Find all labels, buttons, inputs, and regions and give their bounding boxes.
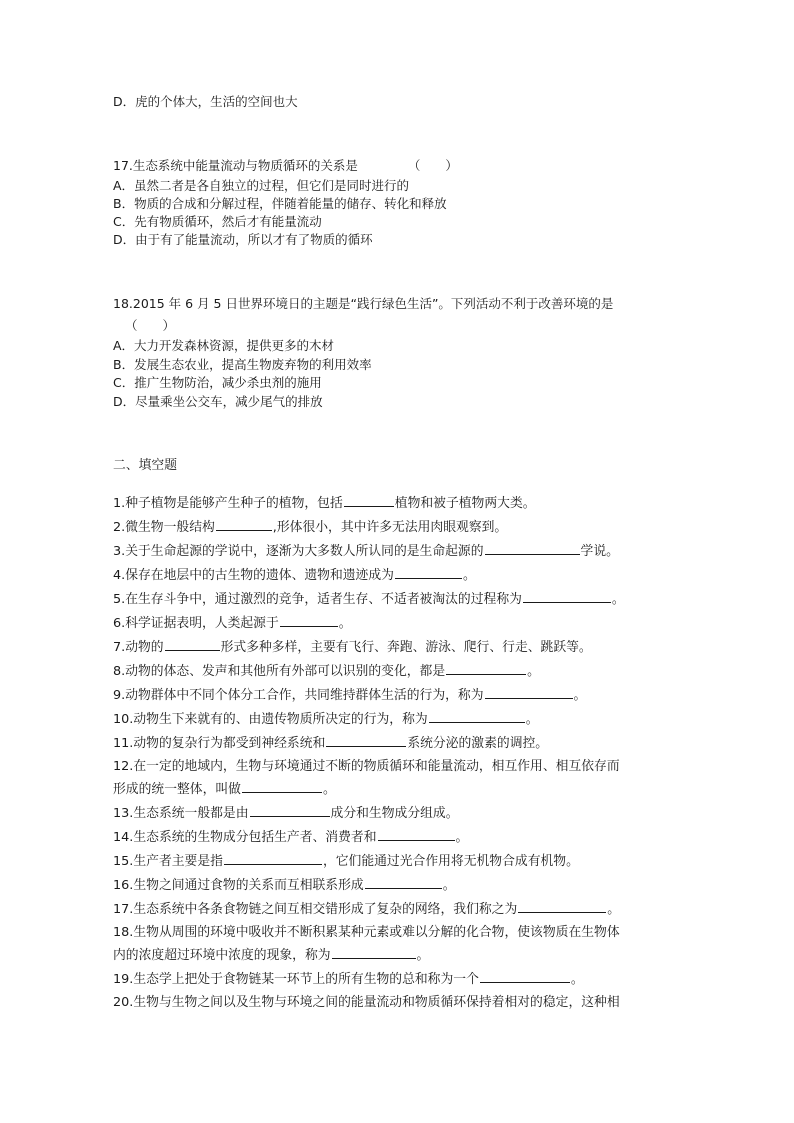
answer-blank[interactable] xyxy=(523,590,611,603)
answer-blank[interactable] xyxy=(224,852,322,865)
q18-option-b: B．发展生态农业，提高生物废弃物的利用效率 xyxy=(113,357,372,372)
answer-blank[interactable] xyxy=(280,614,338,627)
answer-blank[interactable] xyxy=(365,876,442,889)
fill-question: 9.动物群体中不同个体分工合作，共同维持群体生活的行为，称为 。 xyxy=(113,688,587,703)
q17-option-c: C．先有物质循环，然后才有能量流动 xyxy=(113,214,322,229)
q18-option-d: D．尽量乘坐公交车，减少尾气的排放 xyxy=(113,394,323,409)
fill-question-continued: 内的浓度超过环境中浓度的现象，称为 。 xyxy=(113,948,430,963)
answer-blank[interactable] xyxy=(485,686,573,699)
answer-blank[interactable] xyxy=(250,804,330,817)
q17-stem: 17.生态系统中能量流动与物质循环的关系是 （ ） xyxy=(113,158,458,173)
fill-question: 20.生物与生物之间以及生物与环境之间的能量流动和物质循环保持着相对的稳定，这种相 xyxy=(113,995,620,1010)
answer-blank[interactable] xyxy=(485,542,580,555)
fill-question: 18.生物从周围的环境中吸收并不断积累某种元素或难以分解的化合物，使该物质在生物体 xyxy=(113,925,620,940)
q17-option-d: D．由于有了能量流动，所以才有了物质的循环 xyxy=(113,232,373,247)
answer-blank[interactable] xyxy=(326,734,406,747)
q17-answer-paren: （ ） xyxy=(407,158,458,173)
fill-question: 13.生态系统一般都是由 成分和生物成分组成。 xyxy=(113,806,459,821)
fill-question: 16.生物之间通过食物的关系而互相联系形成 。 xyxy=(113,878,456,893)
fill-question: 2.微生物一般结构 ,形体很小，其中许多无法用肉眼观察到。 xyxy=(113,520,508,535)
fill-question: 7.动物的 形式多种多样，主要有飞行、奔跑、游泳、爬行、行走、跳跃等。 xyxy=(113,640,592,655)
q18-option-c: C．推广生物防治，减少杀虫剂的施用 xyxy=(113,375,322,390)
fill-question: 12.在一定的地域内，生物与环境通过不断的物质循环和能量流动，相互作用、相互依存而 xyxy=(113,759,620,774)
answer-blank[interactable] xyxy=(378,828,455,841)
q17-option-b: B．物质的合成和分解过程，伴随着能量的储存、转化和释放 xyxy=(113,196,447,211)
answer-blank[interactable] xyxy=(332,946,416,959)
fill-question: 6.科学证据表明，人类起源于 。 xyxy=(113,616,352,631)
fill-question: 5.在生存斗争中，通过激烈的竞争，适者生存、不适者被淘汰的过程称为 。 xyxy=(113,592,625,607)
answer-blank[interactable] xyxy=(480,970,570,983)
fill-question: 10.动物生下来就有的、由遗传物质所决定的行为，称为 。 xyxy=(113,712,539,727)
q18-stem: 18.2015 年 6 月 5 日世界环境日的主题是“践行绿色生活”。下列活动不利于改善环境的是 xyxy=(113,296,614,311)
answer-blank[interactable] xyxy=(216,518,272,531)
answer-blank[interactable] xyxy=(344,494,394,507)
answer-blank[interactable] xyxy=(446,662,526,675)
fill-question: 3.关于生命起源的学说中，逐渐为大多数人所认同的是生命起源的 学说。 xyxy=(113,544,619,559)
fill-question-continued: 形成的统一整体，叫做 。 xyxy=(113,782,336,797)
answer-blank[interactable] xyxy=(518,900,606,913)
fill-question: 8.动物的体态、发声和其他所有外部可以识别的变化，都是 。 xyxy=(113,664,540,679)
answer-blank[interactable] xyxy=(395,566,462,579)
fill-question: 1.种子植物是能够产生种子的植物，包括 植物和被子植物两大类。 xyxy=(113,496,536,511)
q17-option-a: A．虽然二者是各自独立的过程，但它们是同时进行的 xyxy=(113,178,410,193)
q18-option-a: A．大力开发森林资源，提供更多的木材 xyxy=(113,338,335,353)
fill-question: 17.生态系统中各条食物链之间互相交错形成了复杂的网络，我们称之为 。 xyxy=(113,902,621,917)
answer-blank[interactable] xyxy=(165,638,220,651)
answer-blank[interactable] xyxy=(429,710,525,723)
section-title-fill-in: 二、填空题 xyxy=(113,458,177,473)
fill-question: 4.保存在地层中的古生物的遗体、遗物和遗迹成为 。 xyxy=(113,568,476,583)
q18-answer-paren: （ ） xyxy=(125,318,176,333)
fill-question: 11.动物的复杂行为都受到神经系统和 系统分泌的激素的调控。 xyxy=(113,736,549,751)
fill-question: 19.生态学上把处于食物链某一环节上的所有生物的总和称为一个 。 xyxy=(113,972,584,987)
fill-question: 15.生产者主要是指 ，它们能通过光合作用将无机物合成有机物。 xyxy=(113,854,579,869)
q16-option-d: D．虎的个体大，生活的空间也大 xyxy=(113,94,298,109)
fill-question: 14.生态系统的生物成分包括生产者、消费者和 。 xyxy=(113,830,469,845)
answer-blank[interactable] xyxy=(242,780,322,793)
